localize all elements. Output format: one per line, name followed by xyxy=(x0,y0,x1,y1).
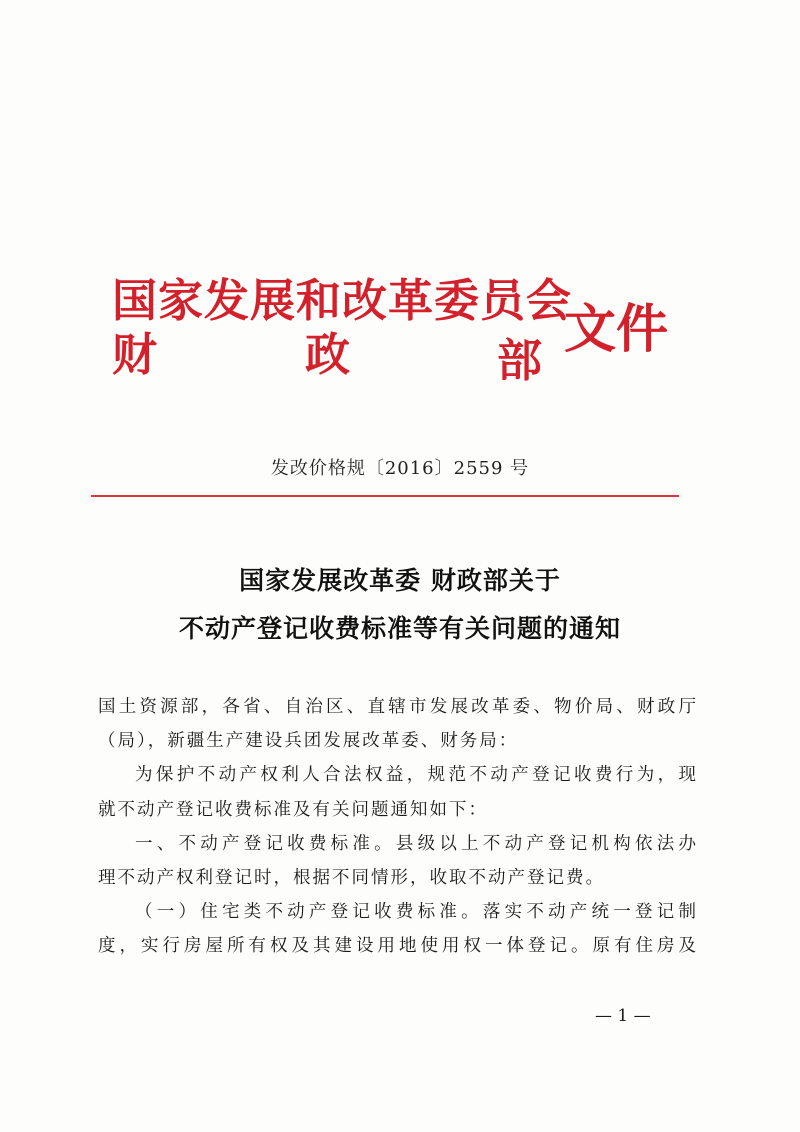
issuing-authority-header xyxy=(112,272,692,402)
document-body xyxy=(98,690,698,964)
header-org-mof-char-3: 部 xyxy=(497,334,543,387)
body-line-addressees-1: 国土资源部，各省、自治区、直辖市发展改革委、物价局、财政厅 xyxy=(98,697,698,717)
document-number: 发改价格规〔2016〕2559 号 xyxy=(270,458,530,479)
body-line-subsection-1-b: 度，实行房屋所有权及其建设用地使用权一体登记。原有住房及 xyxy=(98,936,698,957)
page-number: — 1 — xyxy=(595,1006,651,1026)
document-title-line-1: 国家发展改革委 财政部关于 xyxy=(239,566,561,595)
body-line-section-1-a: 一、不动产登记收费标准。县级以上不动产登记机构依法办 xyxy=(135,833,698,854)
body-line-intro-2: 就不动产登记收费标准及有关问题通知如下： xyxy=(98,799,488,820)
header-document-word: 文件 xyxy=(564,299,669,360)
header-org-mof-char-2: 政 xyxy=(305,328,351,381)
header-org-ndrc: 国家发展和改革委员会 xyxy=(112,274,573,327)
red-separator-line xyxy=(91,495,679,497)
body-line-intro-1: 为保护不动产权利人合法权益，规范不动产登记收费行为，现 xyxy=(135,765,698,786)
header-org-mof-char-1: 财 xyxy=(112,328,158,381)
document-title-line-2: 不动产登记收费标准等有关问题的通知 xyxy=(178,614,621,643)
body-line-section-1-b: 理不动产权利登记时，根据不同情形，收取不动产登记费。 xyxy=(98,867,605,888)
body-line-subsection-1-a: （一）住宅类不动产登记收费标准。落实不动产统一登记制 xyxy=(135,902,698,923)
body-line-addressees-2: （局），新疆生产建设兵团发展改革委、财务局： xyxy=(98,731,519,752)
